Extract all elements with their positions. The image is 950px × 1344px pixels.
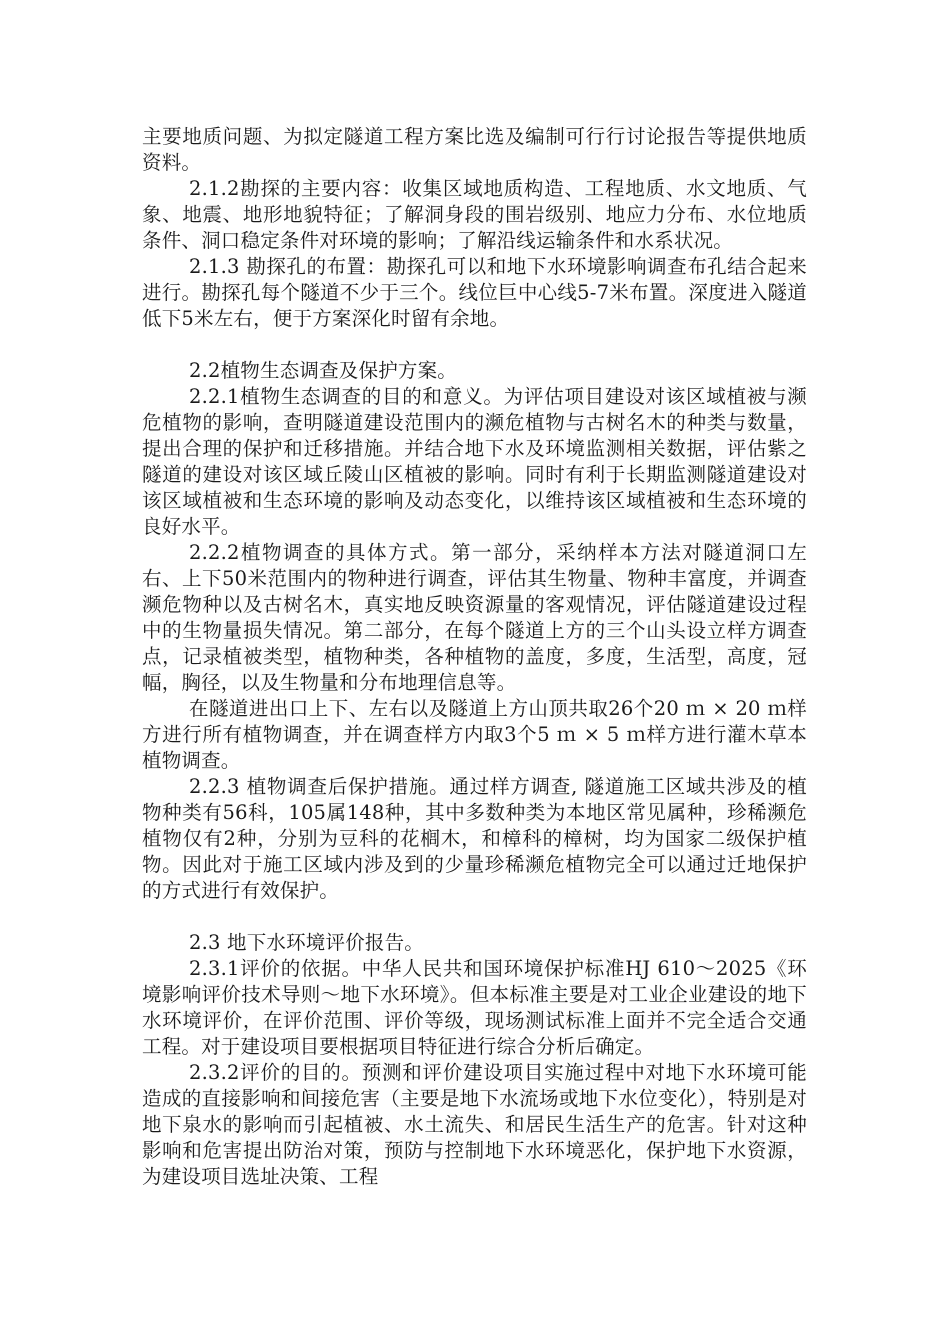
section-heading-2-2: 2.2植物生态调查及保护方案。: [189, 359, 458, 382]
paragraph-2-1-2: 2.1.2勘探的主要内容：收集区域地质构造、工程地质、水文地质、气象、地震、地形地貌特征；了解洞身段的围岩级别、地应力分布、水位地质条件、洞口稳定条件对环境的影响；了解沿线运输条件和水系状况。: [142, 177, 807, 252]
paragraph-sampling: 在隧道进出口上下、左右以及隧道上方山顶共取26个20 ｍ × 20 ｍ样方进行所有植物调查，并在调查样方内取3个5 ｍ × 5 ｍ样方进行灌木草本植物调查。: [142, 697, 807, 772]
paragraph-2-3-2: 2.3.2评价的目的。预测和评价建设项目实施过程中对地下水环境可能造成的直接影响和间接危害（主要是地下水流场或地下水位变化），特别是对地下泉水的影响而引起植被、水土流失、和居民生活生产的危害。针对这种影响和危害提出防治对策，预防与控制地下水环境恶化，保护地下水资源，为建设项目选址决策、工程: [142, 1061, 807, 1188]
paragraph-2-1-3: 2.1.3 勘探孔的布置：勘探孔可以和地下水环境影响调查布孔结合起来进行。勘探孔每个隧道不少于三个。线位巨中心线5-7米布置。深度进入隧道低下5米左右，便于方案深化时留有余地。: [142, 255, 807, 330]
paragraph-2-3-1: 2.3.1评价的依据。中华人民共和国环境保护标准HJ 610～2025《环境影响评价技术导则～地下水环境》。但本标准主要是对工业企业建设的地下水环境评价，在评价范围、评价等级，现场测试标准上面并不完全适合交通工程。对于建设项目要根据项目特征进行综合分析后确定。: [142, 957, 807, 1058]
document-body: [142, 124, 807, 1190]
paragraph-2-2-3: 2.2.3 植物调查后保护措施。通过样方调查, 隧道施工区域共涉及的植物种类有56科，105属148种，其中多数种类为本地区常见属种，珍稀濒危植物仅有2种，分别为豆科的花榈木，和樟科的樟树，均为国家二级保护植物。因此对于施工区域内涉及到的少量珍稀濒危植物完全可以通过迁地保护的方式进行有效保护。: [142, 775, 807, 902]
paragraph-2-2-1: 2.2.1植物生态调查的目的和意义。为评估项目建设对该区域植被与濒危植物的影响，查明隧道建设范围内的濒危植物与古树名木的种类与数量，提出合理的保护和迁移措施。并结合地下水及环境监测相关数据，评估紫之隧道的建设对该区域丘陵山区植被的影响。同时有利于长期监测隧道建设对该区域植被和生态环境的影响及动态变化，以维持该区域植被和生态环境的良好水平。: [142, 385, 807, 538]
paragraph-2-2-2: 2.2.2植物调查的具体方式。第一部分，采纳样本方法对隧道洞口左右、上下50米范围内的物种进行调查，评估其生物量、物种丰富度，并调查濒危物种以及古树名木，真实地反映资源量的客观情况，评估隧道建设过程中的生物量损失情况。第二部分，在每个隧道上方的三个山头设立样方调查点，记录植被类型，植物种类，各种植物的盖度，多度，生活型，高度，冠幅，胸径，以及生物量和分布地理信息等。: [142, 541, 807, 694]
paragraph-continuation: 主要地质问题、为拟定隧道工程方案比选及编制可行行讨论报告等提供地质资料。: [142, 125, 807, 174]
section-heading-2-3: 2.3 地下水环境评价报告。: [189, 931, 425, 954]
